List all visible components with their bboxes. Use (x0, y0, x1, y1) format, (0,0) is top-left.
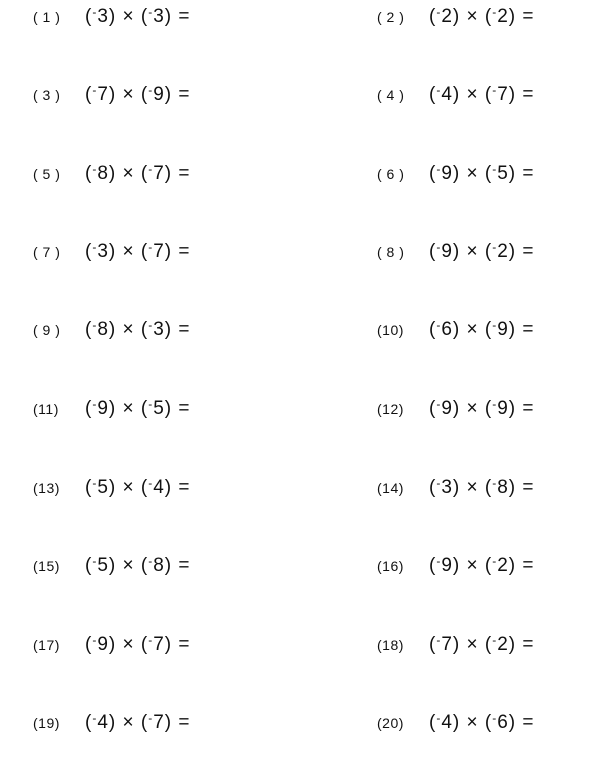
problem-15 (33, 551, 191, 581)
problem-20 (377, 708, 535, 738)
problem-13 (33, 473, 191, 503)
factor-a: 4 (441, 84, 453, 105)
expression: (-7) × (-9) = (85, 83, 191, 105)
problem-number: (14) (377, 480, 404, 496)
problem-19 (33, 708, 191, 738)
factor-b: 7 (497, 84, 509, 105)
problem-number: (20) (377, 715, 404, 731)
factor-b: 7 (153, 163, 165, 184)
factor-a: 3 (441, 477, 453, 498)
expression: (-7) × (-2) = (429, 633, 535, 655)
problem-6 (377, 159, 535, 189)
factor-b: 2 (497, 6, 509, 27)
expression: (-9) × (-2) = (429, 554, 535, 576)
factor-a: 8 (97, 163, 109, 184)
expression: (-2) × (-2) = (429, 5, 535, 27)
expression: (-9) × (-5) = (85, 397, 191, 419)
expression: (-3) × (-8) = (429, 476, 535, 498)
factor-b: 6 (497, 712, 509, 733)
problem-number: (13) (33, 480, 60, 496)
factor-b: 3 (153, 6, 165, 27)
problem-number: (10) (377, 322, 404, 338)
factor-a: 2 (441, 6, 453, 27)
factor-b: 4 (153, 477, 165, 498)
factor-a: 9 (97, 398, 109, 419)
expression: (-3) × (-7) = (85, 240, 191, 262)
problem-number: (16) (377, 558, 404, 574)
problem-18 (377, 630, 535, 660)
factor-b: 2 (497, 555, 509, 576)
problem-16 (377, 551, 535, 581)
factor-b: 2 (497, 241, 509, 262)
problem-11 (33, 394, 191, 424)
factor-a: 9 (441, 241, 453, 262)
expression: (-9) × (-7) = (85, 633, 191, 655)
factor-b: 3 (153, 319, 165, 340)
factor-b: 9 (497, 319, 509, 340)
problem-number: ( 7 ) (33, 244, 61, 260)
problem-2 (377, 2, 535, 32)
factor-a: 5 (97, 477, 109, 498)
problem-number: (19) (33, 715, 60, 731)
factor-a: 9 (97, 634, 109, 655)
problem-8 (377, 237, 535, 267)
problem-14 (377, 473, 535, 503)
expression: (-9) × (-9) = (429, 397, 535, 419)
factor-b: 8 (497, 477, 509, 498)
problem-3 (33, 80, 191, 110)
factor-a: 9 (441, 555, 453, 576)
problem-number: ( 6 ) (377, 166, 405, 182)
expression: (-4) × (-6) = (429, 711, 535, 733)
problem-number: ( 2 ) (377, 9, 405, 25)
factor-b: 8 (153, 555, 165, 576)
problem-9 (33, 315, 191, 345)
factor-b: 9 (153, 84, 165, 105)
factor-a: 9 (441, 398, 453, 419)
factor-b: 2 (497, 634, 509, 655)
factor-a: 4 (441, 712, 453, 733)
problem-number: (12) (377, 401, 404, 417)
factor-a: 3 (97, 241, 109, 262)
expression: (-8) × (-7) = (85, 162, 191, 184)
factor-a: 9 (441, 163, 453, 184)
problem-7 (33, 237, 191, 267)
problem-12 (377, 394, 535, 424)
factor-a: 4 (97, 712, 109, 733)
factor-b: 7 (153, 634, 165, 655)
problem-10 (377, 315, 535, 345)
factor-a: 6 (441, 319, 453, 340)
problem-number: (17) (33, 637, 60, 653)
factor-b: 5 (153, 398, 165, 419)
problem-number: ( 8 ) (377, 244, 405, 260)
expression: (-5) × (-4) = (85, 476, 191, 498)
factor-a: 8 (97, 319, 109, 340)
expression: (-6) × (-9) = (429, 318, 535, 340)
problem-number: (11) (33, 401, 59, 417)
problem-17 (33, 630, 191, 660)
factor-b: 9 (497, 398, 509, 419)
problem-4 (377, 80, 535, 110)
expression: (-4) × (-7) = (85, 711, 191, 733)
problem-number: ( 4 ) (377, 87, 405, 103)
factor-a: 3 (97, 6, 109, 27)
factor-a: 5 (97, 555, 109, 576)
problem-number: ( 1 ) (33, 9, 61, 25)
factor-b: 7 (153, 712, 165, 733)
problem-number: (18) (377, 637, 404, 653)
expression: (-8) × (-3) = (85, 318, 191, 340)
problem-5 (33, 159, 191, 189)
expression: (-9) × (-5) = (429, 162, 535, 184)
factor-b: 7 (153, 241, 165, 262)
expression: (-5) × (-8) = (85, 554, 191, 576)
factor-a: 7 (441, 634, 453, 655)
problem-number: ( 9 ) (33, 322, 61, 338)
factor-a: 7 (97, 84, 109, 105)
factor-b: 5 (497, 163, 509, 184)
expression: (-9) × (-2) = (429, 240, 535, 262)
problem-number: ( 3 ) (33, 87, 61, 103)
problem-1 (33, 2, 191, 32)
expression: (-4) × (-7) = (429, 83, 535, 105)
expression: (-3) × (-3) = (85, 5, 191, 27)
problem-number: (15) (33, 558, 60, 574)
problem-number: ( 5 ) (33, 166, 61, 182)
